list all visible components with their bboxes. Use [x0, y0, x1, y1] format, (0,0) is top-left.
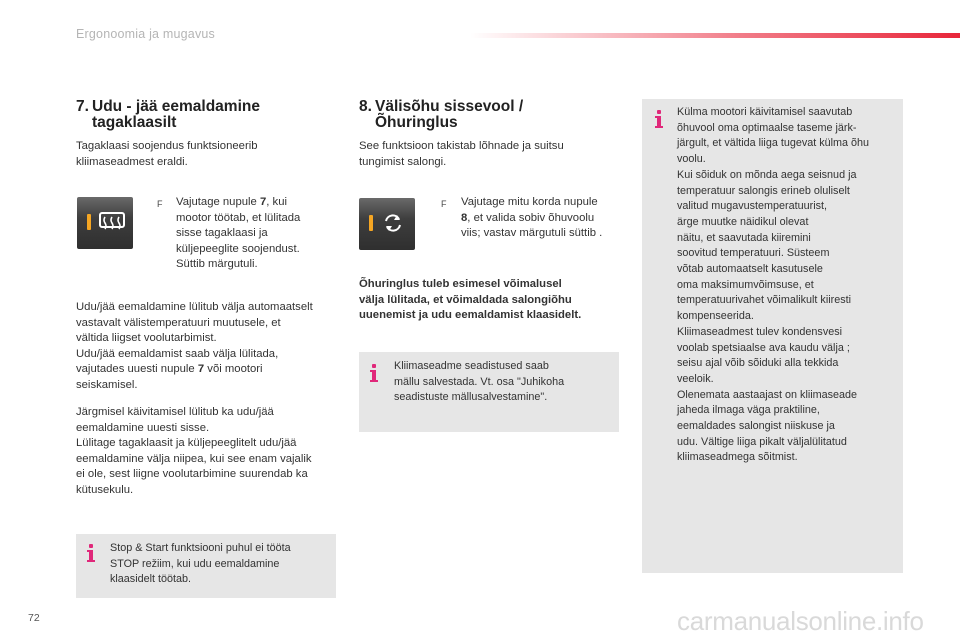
info-box-climate — [642, 99, 903, 573]
info-text-climate: Külma mootori käivitamisel saavutab õhuvool oma optimaalse taseme järk- järgult, et vältida liiga tugevat külma õhu voolu. Kui sõiduk on mõnda aega seisnud ja temperatuur salongis erineb oluliselt valitud mugavustemperatuurist, ärge muutke näidikul olevat näitu, et saavutada kiiremini soovitud temperatuuri. Süsteem võtab automaatselt kasutusele oma maksimumvõimsuse, et temperatuurivahet võimalikult kiiresti kompenseerida. Kliimaseadmest tulev kondensvesi voolab spetsiaalse ava kaudu välja ; seisu ajal võib sõiduki alla tekkida veeloik. Olenemata aastaajast on kliimaseade jaheda ilmaga väga praktiline, eemaldades salongist niiskuse ja udu. Vältige liiga pikalt väljalülitatud kliimaseadmega sõitmist. — [677, 106, 870, 464]
step-8-line1: Vajutage mitu korda nupule — [461, 196, 598, 208]
step-8-rest: , et valida sobiv õhuvoolu viis; vastav märgutuli süttib . — [461, 211, 603, 239]
section-8-step — [461, 195, 626, 242]
bullet-icon: F — [441, 199, 447, 209]
info-box-memory — [359, 352, 619, 432]
header-accent-bar — [470, 33, 960, 38]
page-header-title: Ergonoomia ja mugavus — [76, 27, 215, 41]
step-8-button-number: 8 — [461, 211, 468, 224]
info-text-stop-start: Stop & Start funktsiooni puhul ei tööta STOP režiim, kui udu eemaldamine klaasidelt töötab. — [110, 542, 291, 585]
section-7-step — [176, 195, 336, 273]
section-7-para1 — [76, 300, 341, 393]
section-7-number: 7. — [76, 98, 89, 115]
section-8-title-line1: Välisõhu sissevool / — [375, 98, 524, 115]
indicator-light — [87, 214, 91, 230]
section-7-title-line1: Udu - jää eemaldamine — [92, 98, 260, 115]
section-8-intro: See funktsioon takistab lõhnade ja suitsu tungimist salongi. — [359, 140, 564, 168]
rear-defrost-button-image — [77, 197, 133, 249]
section-7-title-line2: tagaklaasilt — [92, 114, 177, 131]
watermark: carmanualsonline.info — [677, 606, 924, 636]
section-7-heading — [76, 99, 336, 131]
bullet-icon: F — [157, 199, 163, 209]
page-number: 72 — [28, 612, 40, 624]
section-8-title-line2: Õhuringlus — [375, 114, 458, 131]
section-8-warning: Õhuringlus tuleb esimesel võimalusel välja lülitada, et võimaldada salongiõhu uuenemist ja udu eemaldamist klaasidelt. — [359, 278, 582, 321]
step-7-prefix: Vajutage nupule — [176, 196, 260, 208]
step-7-rest: , kui mootor töötab, et lülitada sisse tagaklaasi ja küljepeeglite soojendust. Süttib märgutuli. — [176, 196, 301, 270]
section-7-para2: Järgmisel käivitamisel lülitub ka udu/jää eemaldamine uuesti sisse. Lülitage tagaklaasit ja küljepeeglitelt udu/jää eemaldamine välja niipea, kui see enam vajalik ei ole, sest liigne voolutarbimine suurendab ka kütusekulu. — [76, 406, 312, 496]
recirculation-icon — [382, 212, 404, 234]
info-text-memory: Kliimaseadme seadistused saab mällu salvestada. Vt. osa "Juhikoha seadistuste mällusalvestamine". — [394, 360, 565, 403]
rear-defrost-icon — [99, 211, 125, 233]
info-box-stop-start — [76, 534, 336, 598]
recirculation-button-image — [359, 198, 415, 250]
section-7-intro: Tagaklaasi soojendus funktsioneerib kliimaseadmest eraldi. — [76, 140, 258, 168]
para1-end: või mootori seiskamisel. — [76, 363, 263, 391]
step-7-button-number: 7 — [259, 196, 267, 208]
para1-text: Udu/jää eemaldamine lülitub välja automaatselt vastavalt välistemperatuuri muutusele, et vältida liigset voolutarbimist. Udu/jää eemaldamist saab välja lülitada, vajutades uuesti nupule — [76, 301, 313, 375]
indicator-light — [369, 215, 373, 231]
section-8-number: 8. — [359, 98, 372, 115]
section-8-heading — [359, 99, 619, 131]
para1-button-number: 7 — [197, 363, 205, 375]
